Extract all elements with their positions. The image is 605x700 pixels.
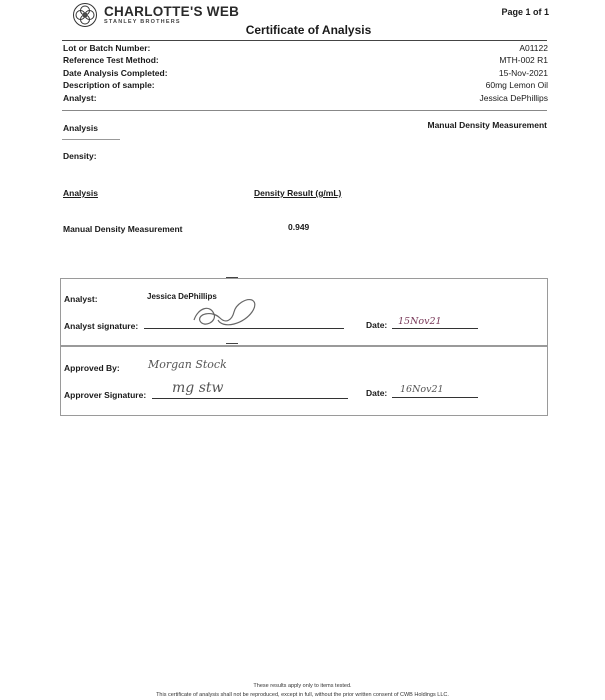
density-col-analysis: Analysis bbox=[63, 188, 98, 198]
analysis-label: Analysis bbox=[63, 123, 98, 133]
analyst-value: Jessica DePhillips bbox=[479, 92, 548, 103]
method-value: MTH-002 R1 bbox=[499, 55, 548, 66]
approver-name: Morgan Stock bbox=[148, 358, 227, 371]
density-section-label: Density: bbox=[63, 151, 97, 161]
analyst-label: Analyst: bbox=[63, 92, 97, 103]
approver-signature-line[interactable] bbox=[152, 398, 348, 399]
analyst-signature-mark bbox=[190, 290, 265, 332]
lot-value: A01122 bbox=[519, 43, 548, 53]
approver-date-line[interactable] bbox=[392, 397, 478, 398]
header-divider bbox=[62, 40, 547, 41]
analysis-underline bbox=[62, 139, 120, 140]
approved-by-label: Approved By: bbox=[64, 363, 120, 373]
footer-line-2: This certificate of analysis shall not be reproduced, except in full, without the prior written consent of CWB Holdings LLC. bbox=[156, 692, 449, 698]
method-label: Reference Test Method: bbox=[63, 55, 159, 66]
sample-info-labels bbox=[63, 42, 168, 104]
description-label: Description of sample: bbox=[63, 80, 155, 91]
brand-name: CHARLOTTE'S WEB bbox=[104, 3, 240, 19]
page-number: Page 1 of 1 bbox=[501, 7, 549, 17]
analyst-signature-label: Analyst signature: bbox=[64, 321, 139, 331]
approver-date-value: 16Nov21 bbox=[400, 384, 444, 395]
document-title: Certificate of Analysis bbox=[245, 23, 372, 37]
approver-signature-mark: mg stw bbox=[172, 380, 224, 396]
analyst-date-line[interactable] bbox=[392, 328, 478, 329]
analyst-box-label: Analyst: bbox=[64, 294, 98, 304]
density-row-name: Manual Density Measurement bbox=[63, 224, 183, 234]
sample-info-values bbox=[480, 42, 549, 104]
box-top-tick bbox=[226, 277, 238, 278]
box-mid-tick bbox=[226, 343, 238, 344]
description-value: 60mg Lemon Oil bbox=[485, 80, 548, 91]
approver-date-label: Date: bbox=[366, 388, 388, 398]
analyst-signature-box bbox=[60, 278, 548, 346]
density-col-result: Density Result (g/mL) bbox=[254, 188, 342, 198]
info-divider bbox=[62, 110, 547, 111]
analyst-box-name: Jessica DePhillips bbox=[147, 292, 217, 301]
brand-subtitle: STANLEY BROTHERS bbox=[104, 19, 181, 25]
approver-signature-box bbox=[60, 346, 548, 416]
analyst-date-label: Date: bbox=[366, 320, 388, 330]
analyst-date-value: 15Nov21 bbox=[398, 316, 442, 327]
density-row-value: 0.949 bbox=[288, 222, 310, 232]
analysis-value: Manual Density Measurement bbox=[427, 120, 547, 130]
date-completed-label: Date Analysis Completed: bbox=[63, 67, 168, 78]
footer-line-1: These results apply only to items tested. bbox=[253, 683, 352, 689]
approver-signature-label: Approver Signature: bbox=[64, 390, 147, 400]
lot-label: Lot or Batch Number: bbox=[63, 43, 151, 53]
date-completed-value: 15-Nov-2021 bbox=[498, 67, 548, 78]
